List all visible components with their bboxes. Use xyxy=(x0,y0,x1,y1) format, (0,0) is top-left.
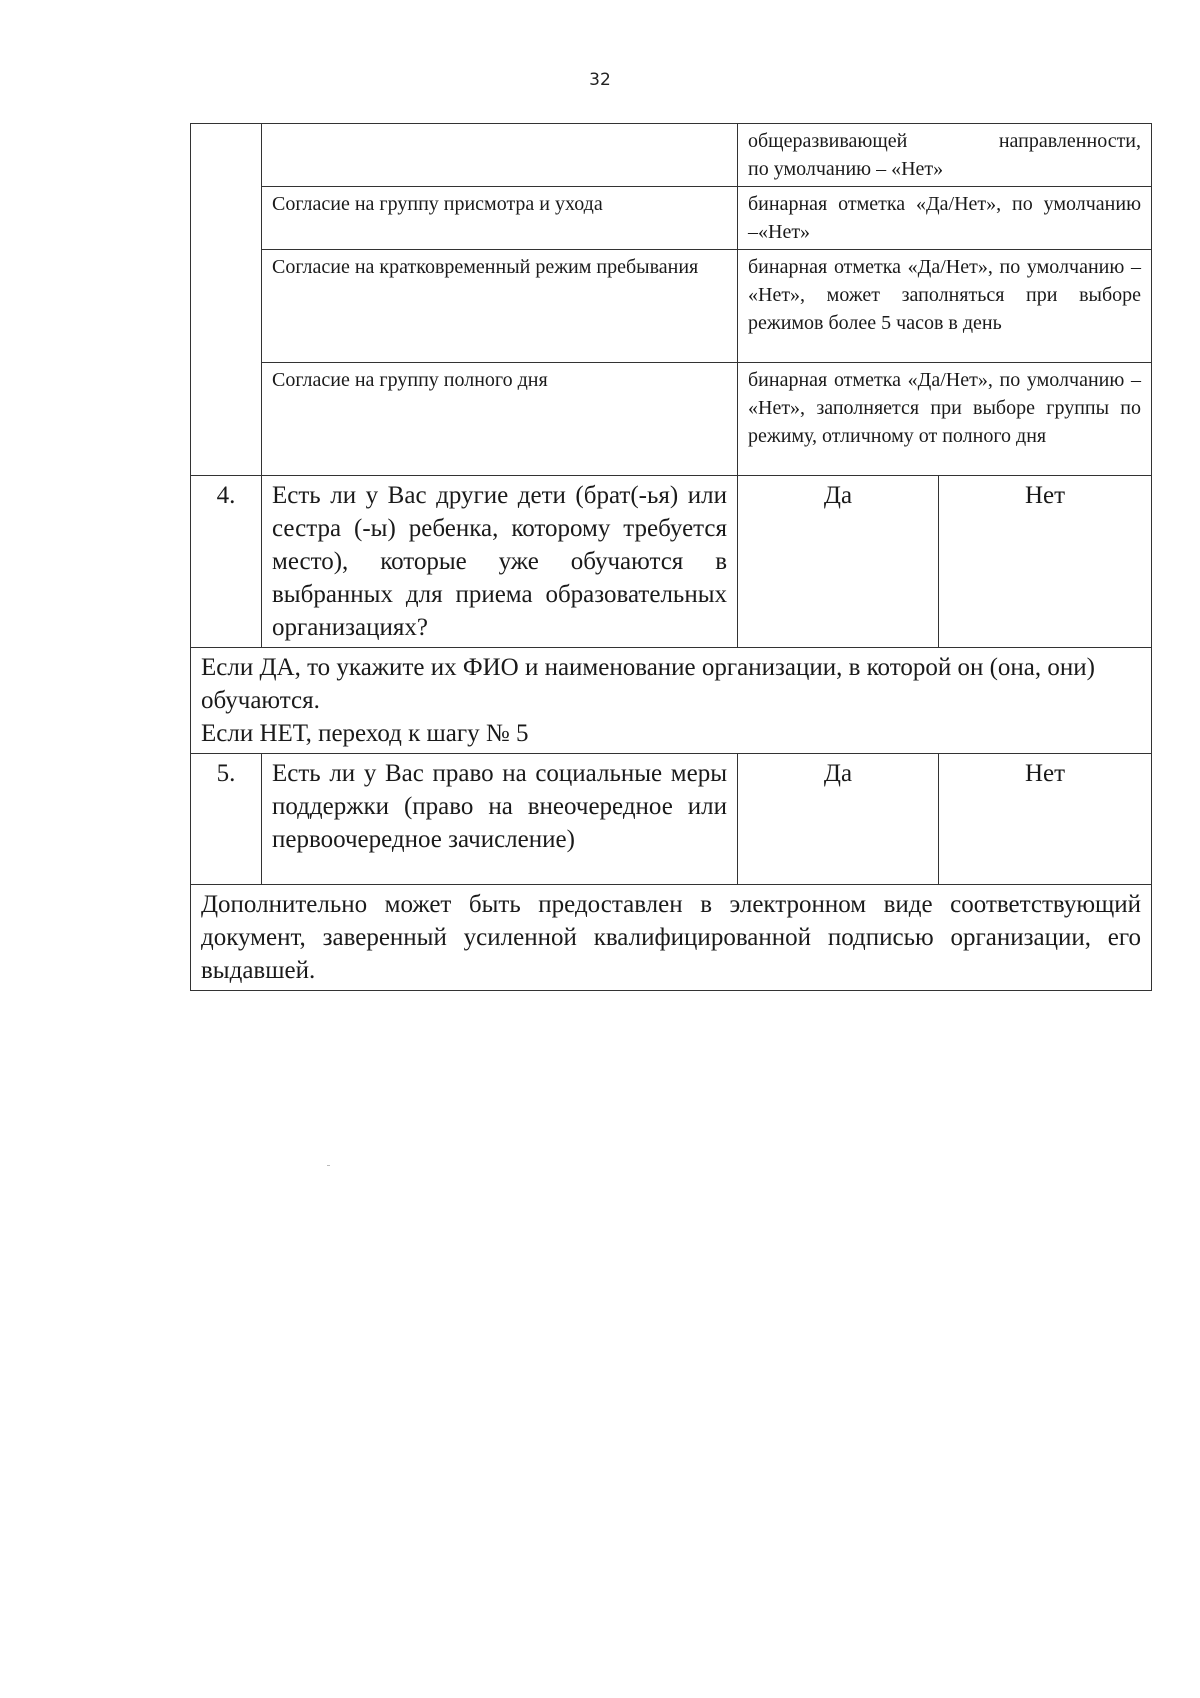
question-5-number: 5. xyxy=(191,754,262,885)
question-5-text: Есть ли у Вас право на социальные меры поддержки (право на внеочередное или первоочередное зачисление) xyxy=(262,754,738,885)
question-5-note-row xyxy=(191,885,1152,991)
question-5-no: Нет xyxy=(939,754,1152,885)
question-4-number: 4. xyxy=(191,476,262,648)
consent-short-stay-description: бинарная отметка «Да/Нет», по умолчанию – «Нет», может заполняться при выборе режимов более 5 часов в день xyxy=(738,250,1152,363)
question-4-note-row xyxy=(191,648,1152,754)
question-5-note: Дополнительно может быть предоставлен в электронном виде соответствующий документ, заверенный усиленной квалифицированной подписью организации, его выдавшей. xyxy=(191,885,1152,991)
page-number: 32 xyxy=(589,70,611,90)
consent-full-day-description: бинарная отметка «Да/Нет», по умолчанию – «Нет», заполняется при выборе группы по режиму, отличному от полного дня xyxy=(738,363,1152,476)
continuation-line-1: общеразвивающей направленности, xyxy=(748,130,1142,152)
consent-full-day-label: Согласие на группу полного дня xyxy=(262,363,738,476)
scan-speck xyxy=(327,1165,330,1166)
question-4-note xyxy=(191,648,1152,754)
question-5-yes: Да xyxy=(738,754,939,885)
consent-full-day-row xyxy=(191,363,1152,476)
question-4-row xyxy=(191,476,1152,648)
question-4-yes: Да xyxy=(738,476,939,648)
consent-short-stay-row xyxy=(191,250,1152,363)
question-4-text: Есть ли у Вас другие дети (брат(-ья) или сестра (-ы) ребенка, которому требуется место), которые уже обучаются в выбранных для приема образовательных организациях? xyxy=(262,476,738,648)
consent-care-label: Согласие на группу присмотра и ухода xyxy=(262,187,738,250)
consent-short-stay-label: Согласие на кратковременный режим пребывания xyxy=(262,250,738,363)
question-4-note-line-1: Если ДА, то укажите их ФИО и наименование организации, в которой он (она, они) обучаются. xyxy=(201,654,1095,714)
question-4-no: Нет xyxy=(939,476,1152,648)
question-4-note-line-2: Если НЕТ, переход к шагу № 5 xyxy=(201,720,529,747)
form-table xyxy=(190,123,1152,991)
continuation-line-2: по умолчанию – «Нет» xyxy=(748,158,944,180)
consent-care-row xyxy=(191,187,1152,250)
number-cell-empty xyxy=(191,124,262,476)
label-cell-empty xyxy=(262,124,738,187)
continuation-row xyxy=(191,124,1152,187)
consent-care-description: бинарная отметка «Да/Нет», по умолчанию –«Нет» xyxy=(738,187,1152,250)
continuation-description xyxy=(738,124,1152,187)
question-5-row xyxy=(191,754,1152,885)
